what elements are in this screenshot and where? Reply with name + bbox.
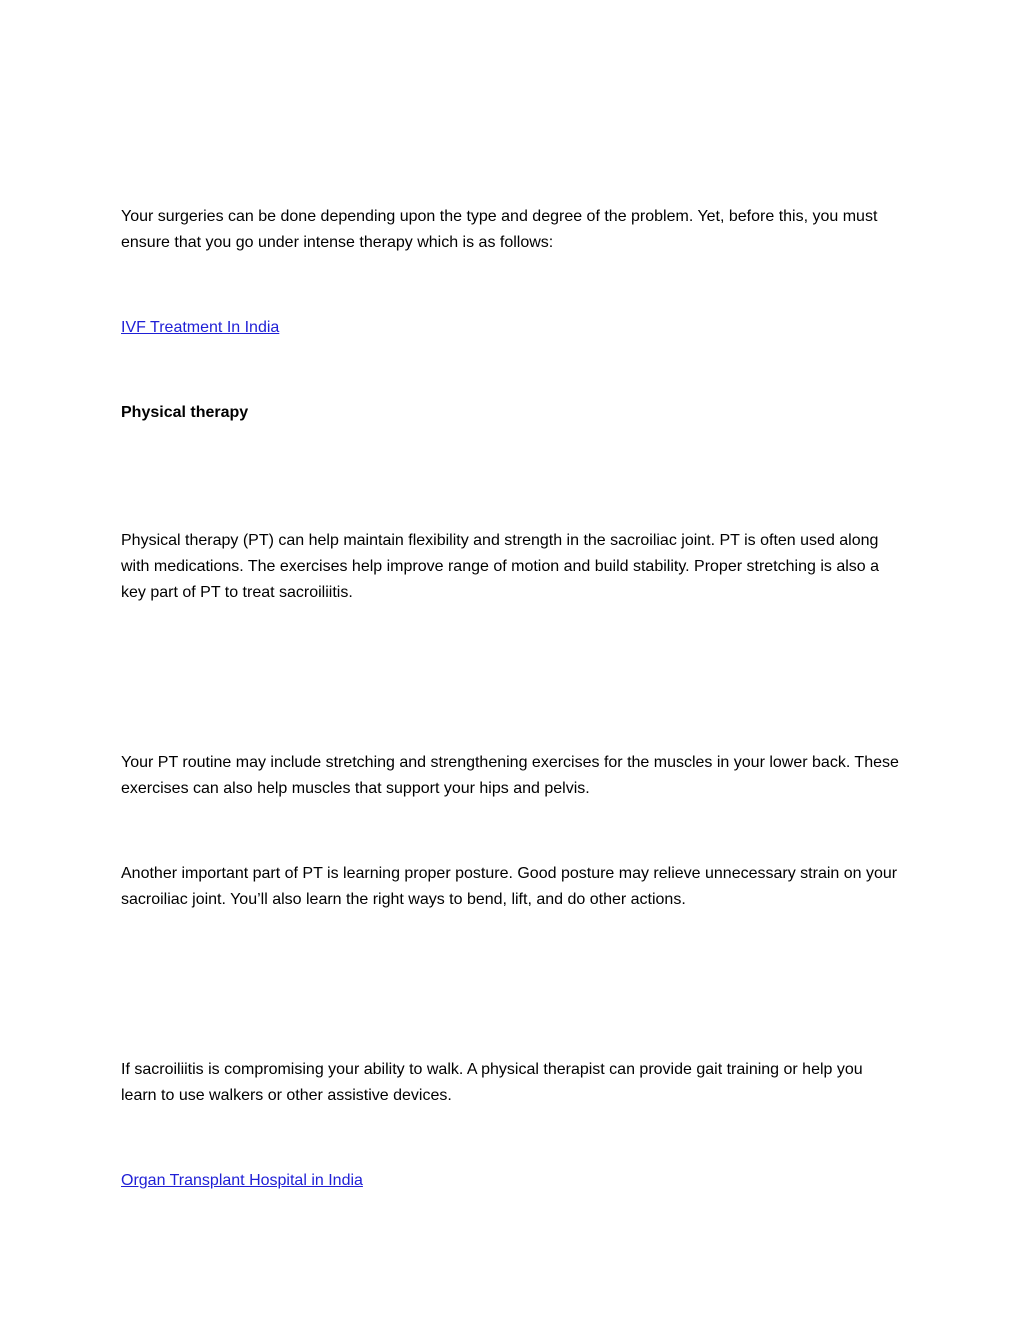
organ-transplant-link[interactable]: Organ Transplant Hospital in India <box>121 1172 363 1189</box>
pt-paragraph-4: If sacroiliitis is compromising your ability to walk. A physical therapist can provide gait training or help you learn to use walkers or other assistive devices. <box>121 1061 863 1104</box>
organ-link-line <box>121 1168 901 1194</box>
ivf-treatment-link[interactable]: IVF Treatment In India <box>121 319 280 336</box>
intro-paragraph: Your surgeries can be done depending upon the type and degree of the problem. Yet, before this, you must ensure that you go under intense therapy which is as follows: <box>121 208 878 251</box>
pt-paragraph-2: Your PT routine may include stretching and strengthening exercises for the muscles in your lower back. These exercises can also help muscles that support your hips and pelvis. <box>121 754 899 797</box>
pt-paragraph-3: Another important part of PT is learning proper posture. Good posture may relieve unnecessary strain on your sacroiliac joint. You’ll also learn the right ways to bend, lift, and do other actions. <box>121 865 898 908</box>
pt-paragraph-1: Physical therapy (PT) can help maintain flexibility and strength in the sacroiliac joint. PT is often used along with medications. The exercises help improve range of motion and build stability. Proper stretching is also a key part of PT to treat sacroiliitis. <box>121 532 880 601</box>
ivf-link-line <box>121 315 901 341</box>
physical-therapy-heading: Physical therapy <box>121 404 249 421</box>
